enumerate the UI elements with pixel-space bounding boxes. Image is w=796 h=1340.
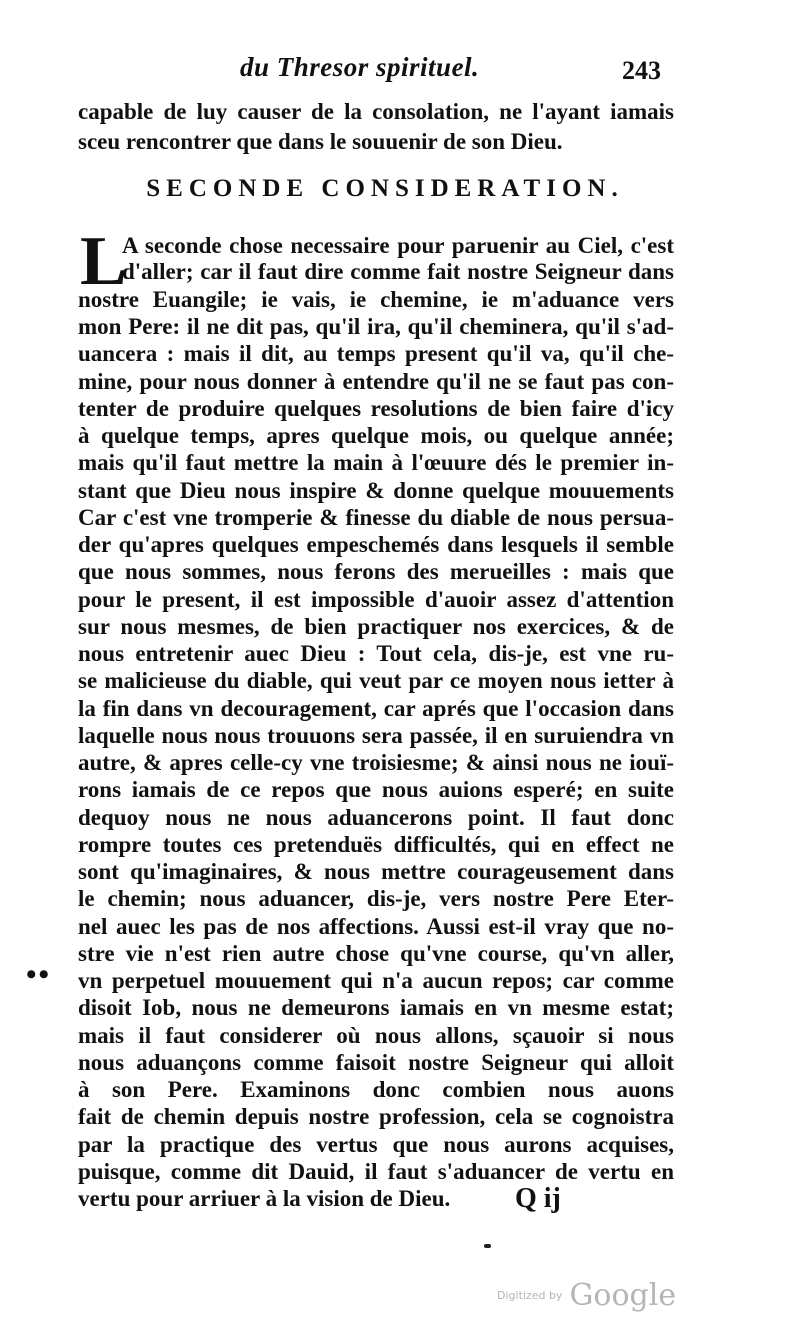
body-line: la fin dans vn decouragement, car aprés que l'occasion dans (78, 696, 674, 721)
body-line: à son Pere. Examinons donc combien nous auons (78, 1077, 674, 1102)
watermark-caption: Digitized by (497, 1289, 563, 1302)
body-line: autre, & apres celle-cy vne troisiesme; & ainsi nous ne iouï- (78, 750, 674, 775)
body-line: stant que Dieu nous inspire & donne quelque mouuements (78, 478, 674, 503)
body-line: rons iamais de ce repos que nous auions esperé; en suite (78, 777, 674, 802)
body-line: sur nous mesmes, de bien practiquer nos exercices, & de (78, 614, 674, 639)
body-line: mais il faut considerer où nous allons, sçauoir si nous (78, 1023, 674, 1048)
carryover-line: sceu rencontrer que dans le souuenir de son Dieu. (78, 129, 563, 154)
body-line: puisque, comme dit Dauid, il faut s'aduancer de vertu en (78, 1159, 674, 1184)
body-line: nel auec les pas de nos affections. Aussi est-il vray que no- (78, 914, 674, 939)
body-line: mon Pere: il ne dit pas, qu'il ira, qu'il cheminera, qu'il s'ad- (78, 314, 674, 339)
body-line: vn perpetuel mouuement qui n'a aucun repos; car comme (78, 968, 674, 993)
body-line: disoit Iob, nous ne demeurons iamais en vn mesme estat; (78, 995, 674, 1020)
body-line: le chemin; nous aduancer, dis-je, vers nostre Pere Eter- (78, 886, 674, 911)
carryover-line: capable de luy causer de la consolation, ne l'ayant iamais (78, 99, 674, 124)
google-logo: Google (569, 1278, 677, 1313)
body-line: par la practique des vertus que nous aurons acquises, (78, 1132, 674, 1157)
body-line: pour le present, il est impossible d'auoir assez d'attention (78, 587, 674, 612)
body-line: sont qu'imaginaires, & nous mettre courageusement dans (78, 859, 674, 884)
body-line: stre vie n'est rien autre chose qu'vne course, qu'vn aller, (78, 941, 674, 966)
body-line: laquelle nous nous trouuons sera passée, il en suruiendra vn (78, 723, 674, 748)
margin-mark: •• (26, 958, 52, 991)
body-line: tenter de produire quelques resolutions de bien faire d'icy (78, 396, 674, 421)
body-line: uancera : mais il dit, au temps present qu'il va, qu'il che- (78, 341, 674, 366)
section-heading: SECONDE CONSIDERATION. (146, 175, 624, 202)
body-line: vertu pour arriuer à la vision de Dieu. (78, 1186, 451, 1211)
ink-speck (484, 1244, 491, 1248)
digitized-watermark (497, 1278, 676, 1313)
body-line: der qu'apres quelques empeschemés dans lesquels il semble (78, 532, 674, 557)
running-head: du Thresor spirituel. (240, 52, 480, 82)
body-line: nous entretenir auec Dieu : Tout cela, dis-je, est vne ru- (78, 641, 674, 666)
body-line: Car c'est vne tromperie & finesse du diable de nous persua- (78, 505, 674, 530)
body-line: mine, pour nous donner à entendre qu'il ne se faut pas con- (78, 369, 674, 394)
body-line: à quelque temps, apres quelque mois, ou quelque année; (78, 423, 674, 448)
body-line: nostre Euangile; ie vais, ie chemine, ie m'aduance vers (78, 287, 674, 312)
body-line: d'aller; car il faut dire comme fait nostre Seigneur dans (122, 259, 674, 284)
drop-cap: L (80, 223, 127, 300)
body-line: fait de chemin depuis nostre profession, cela se cognoistra (78, 1104, 674, 1129)
page-number: 243 (622, 56, 661, 85)
signature-mark: Q ij (515, 1183, 561, 1214)
body-line: rompre toutes ces pretenduës difficultés, qui en effect ne (78, 832, 674, 857)
body-line: que nous sommes, nous ferons des merueilles : mais que (78, 559, 674, 584)
body-line: nous aduançons comme faisoit nostre Seigneur qui alloit (78, 1050, 674, 1075)
body-line: se malicieuse du diable, qui veut par ce moyen nous ietter à (78, 668, 674, 693)
body-line: A seconde chose necessaire pour paruenir au Ciel, c'est (122, 233, 674, 258)
body-line: dequoy nous ne nous aduancerons point. Il faut donc (78, 805, 674, 830)
body-line: mais qu'il faut mettre la main à l'œuure dés le premier in- (78, 450, 674, 475)
